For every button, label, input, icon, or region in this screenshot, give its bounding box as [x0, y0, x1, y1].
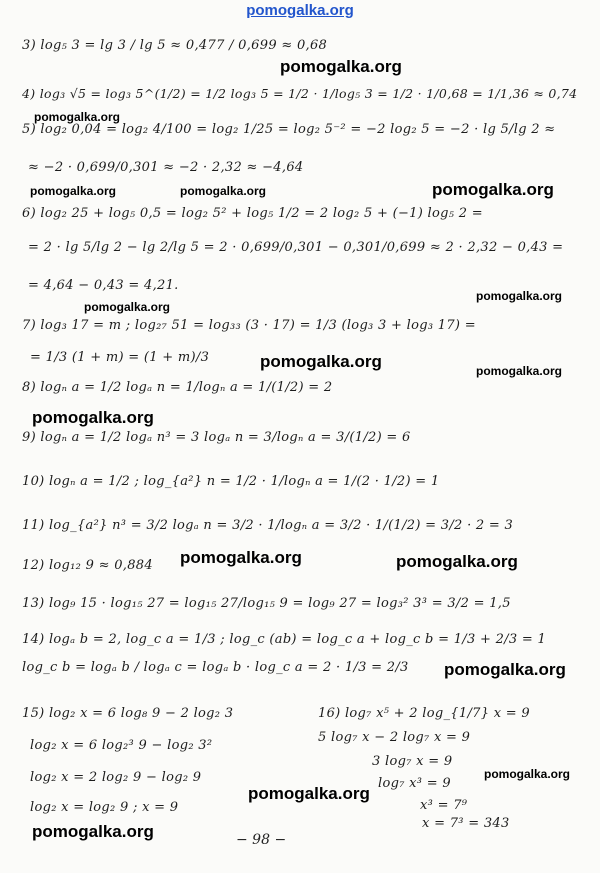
solution-line: 3) log₅ 3 = lg 3 / lg 5 ≈ 0,477 / 0,699 ≈ 0,68	[22, 38, 328, 53]
solution-line: log₂ x = 2 log₂ 9 − log₂ 9	[30, 770, 202, 785]
solution-line: 14) logₐ b = 2, log_c a = 1/3 ; log_c (ab) = log_c a + log_c b = 1/3 + 2/3 = 1	[22, 632, 547, 647]
solution-line: log₂ x = log₂ 9 ; x = 9	[30, 800, 179, 815]
solution-line: 9) logₙ a = 1/2 logₐ n³ = 3 logₐ n = 3/logₙ a = 3/(1/2) = 6	[22, 430, 411, 445]
solution-line: 16) log₇ x⁵ + 2 log_{1/7} x = 9	[318, 706, 530, 721]
watermark: pomogalka.org	[396, 552, 518, 571]
solution-line: 5) log₂ 0,04 = log₂ 4/100 = log₂ 1/25 = log₂ 5⁻² = −2 log₂ 5 = −2 · lg 5/lg 2 ≈	[22, 122, 556, 137]
watermark: pomogalka.org	[84, 300, 171, 314]
solution-line: ≈ −2 · 0,699/0,301 ≈ −2 · 2,32 ≈ −4,64	[28, 160, 304, 175]
watermark: pomogalka.org	[32, 822, 154, 841]
solution-line: 11) log_{a²} n³ = 3/2 logₐ n = 3/2 · 1/logₙ a = 3/2 · 1/(1/2) = 3/2 · 2 = 3	[22, 518, 514, 533]
watermark: pomogalka.org	[30, 184, 117, 198]
solution-line: 3 log₇ x = 9	[372, 754, 453, 769]
solution-line: 15) log₂ x = 6 log₈ 9 − 2 log₂ 3	[22, 706, 234, 721]
watermark: pomogalka.org	[260, 352, 382, 371]
solution-line: = 4,64 − 0,43 = 4,21.	[28, 278, 179, 293]
watermark: pomogalka.org	[34, 110, 121, 124]
solution-line: = 2 · lg 5/lg 2 − lg 2/lg 5 = 2 · 0,699/0,301 − 0,301/0,699 ≈ 2 · 2,32 − 0,43 =	[28, 240, 564, 255]
solution-line: 10) logₙ a = 1/2 ; log_{a²} n = 1/2 · 1/logₙ a = 1/(2 · 1/2) = 1	[22, 474, 440, 489]
solution-line: 4) log₃ √5 = log₃ 5^(1/2) = 1/2 log₃ 5 = 1/2 · 1/log₅ 3 = 1/2 · 1/0,68 = 1/1,36 ≈ 0,74	[22, 86, 578, 101]
watermark: pomogalka.org	[484, 767, 571, 781]
watermark: pomogalka.org	[432, 180, 554, 199]
watermark: pomogalka.org	[476, 289, 563, 303]
solution-line: 12) log₁₂ 9 ≈ 0,884	[22, 558, 153, 573]
watermark: pomogalka.org	[280, 57, 402, 76]
solution-line: 13) log₉ 15 · log₁₅ 27 = log₁₅ 27/log₁₅ 9 = log₉ 27 = log₃² 3³ = 3/2 = 1,5	[22, 596, 511, 611]
solution-line: x = 7³ = 343	[422, 816, 510, 831]
watermark: pomogalka.org	[32, 408, 154, 427]
watermark: pomogalka.org	[248, 784, 370, 803]
solution-line: 8) logₙ a = 1/2 logₐ n = 1/logₙ a = 1/(1/2) = 2	[22, 380, 333, 395]
watermark: pomogalka.org	[476, 364, 563, 378]
solution-line: x³ = 7⁹	[420, 798, 468, 813]
watermark: pomogalka.org	[180, 548, 302, 567]
solution-line: 5 log₇ x − 2 log₇ x = 9	[318, 730, 471, 745]
watermark: pomogalka.org	[180, 184, 267, 198]
page-number: − 98 −	[236, 832, 287, 848]
solution-line: log₂ x = 6 log₂³ 9 − log₂ 3²	[30, 738, 213, 753]
solution-line: log_c b = logₐ b / logₐ c = logₐ b · log_c a = 2 · 1/3 = 2/3	[22, 660, 409, 675]
solution-line: = 1/3 (1 + m) = (1 + m)/3	[30, 350, 210, 365]
solution-line: 7) log₃ 17 = m ; log₂₇ 51 = log₃₃ (3 · 17) = 1/3 (log₃ 3 + log₃ 17) =	[22, 318, 476, 333]
solution-line: 6) log₂ 25 + log₅ 0,5 = log₂ 5² + log₅ 1/2 = 2 log₂ 5 + (−1) log₅ 2 =	[22, 206, 483, 221]
solution-line: log₇ x³ = 9	[378, 776, 451, 791]
watermark: pomogalka.org	[444, 660, 566, 679]
site-header-link[interactable]: pomogalka.org	[246, 2, 354, 19]
